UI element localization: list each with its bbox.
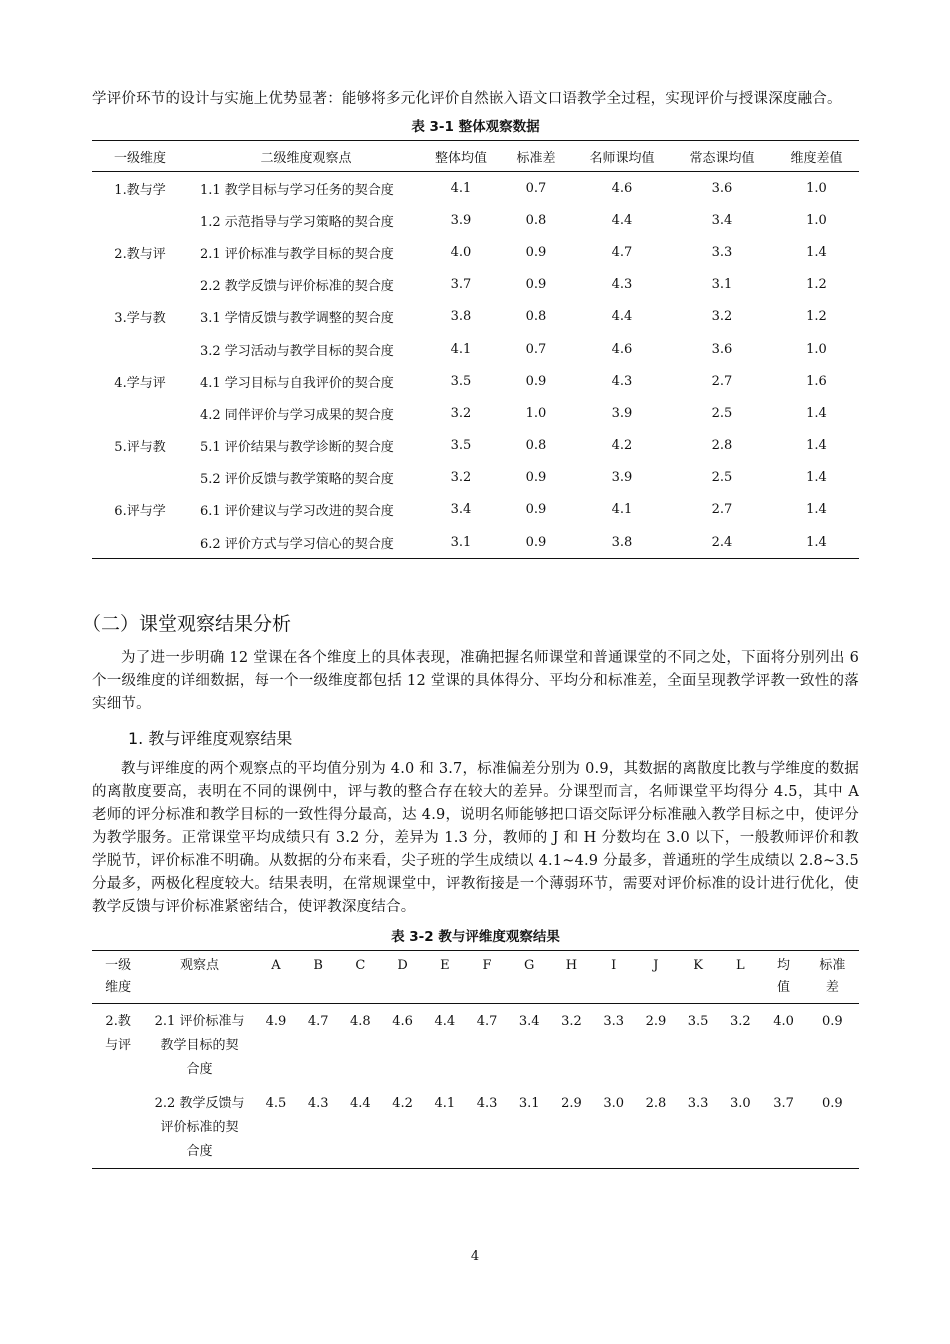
value-cell: 3.9 xyxy=(611,405,633,421)
column-header: 标准差 xyxy=(498,141,574,172)
column-header: J xyxy=(635,951,677,1004)
column-header: E xyxy=(424,951,466,1004)
value-cell: 3.6 xyxy=(711,180,733,196)
value-cell: 4.1 xyxy=(450,180,472,196)
value-cell: 1.4 xyxy=(806,244,827,260)
dimension-cell xyxy=(92,397,188,429)
column-header: I xyxy=(593,951,635,1004)
table-row xyxy=(92,204,859,236)
observation-point-cell: 2.2 教学反馈与 评价标准的契 合度 xyxy=(154,1096,245,1160)
value-cell: 1.4 xyxy=(806,470,827,486)
value-cell: 2.5 xyxy=(711,470,733,486)
observation-point-cell: 4.2 同伴评价与学习成果的契合度 xyxy=(200,407,394,423)
value-cell: 4.2 xyxy=(611,438,633,454)
section-title: （二）课堂观察结果分析 xyxy=(82,613,292,636)
table-row xyxy=(92,269,859,301)
value-cell: 4.6 xyxy=(611,341,633,357)
overall-observation-table xyxy=(92,140,859,559)
value-cell: 0.7 xyxy=(525,341,547,357)
value-cell: 1.0 xyxy=(806,212,827,228)
score-cell: 3.3 xyxy=(687,1096,709,1112)
value-cell: 4.4 xyxy=(611,309,633,325)
value-cell: 1.4 xyxy=(806,405,827,421)
column-header: H xyxy=(550,951,592,1004)
value-cell: 0.9 xyxy=(525,470,547,486)
table-header-row xyxy=(92,141,859,172)
score-cell: 0.9 xyxy=(821,1096,843,1112)
column-header: 二级维度观察点 xyxy=(188,141,424,172)
dimension-cell: 5.评与教 xyxy=(114,440,166,456)
table-row xyxy=(92,365,859,397)
dimension-cell: 1.教与学 xyxy=(114,182,166,198)
observation-point-cell: 6.1 评价建议与学习改进的契合度 xyxy=(200,504,394,520)
value-cell: 4.0 xyxy=(450,244,472,260)
table-row xyxy=(92,1004,859,1087)
dimension-cell xyxy=(92,462,188,494)
dimension-cell xyxy=(92,269,188,301)
dimension-cell xyxy=(92,204,188,236)
score-cell: 3.3 xyxy=(603,1014,625,1030)
observation-point-cell: 6.2 评价方式与学习信心的契合度 xyxy=(200,536,394,552)
table1-caption: 表 3-1 整体观察数据 xyxy=(411,119,540,135)
column-header: 一级维度 xyxy=(92,141,188,172)
dimension-cell xyxy=(92,333,188,365)
score-cell: 4.7 xyxy=(307,1014,329,1030)
observation-point-cell: 1.1 教学目标与学习任务的契合度 xyxy=(200,182,394,198)
column-header: A xyxy=(255,951,297,1004)
observation-point-cell: 3.1 学情反馈与教学调整的契合度 xyxy=(200,311,394,327)
dimension-cell xyxy=(92,1086,144,1169)
column-header: F xyxy=(466,951,508,1004)
value-cell: 3.2 xyxy=(450,470,472,486)
table-row xyxy=(92,526,859,559)
value-cell: 3.5 xyxy=(450,438,472,454)
column-header: 均 值 xyxy=(761,951,805,1004)
score-cell: 3.5 xyxy=(687,1014,709,1030)
value-cell: 3.8 xyxy=(611,534,633,550)
value-cell: 3.2 xyxy=(711,309,733,325)
value-cell: 3.4 xyxy=(450,502,472,518)
score-cell: 2.8 xyxy=(645,1096,667,1112)
column-header: D xyxy=(381,951,423,1004)
table-row xyxy=(92,301,859,333)
value-cell: 0.8 xyxy=(525,438,547,454)
score-cell: 2.9 xyxy=(561,1096,582,1112)
section-paragraph: 为了进一步明确 12 堂课在各个维度上的具体表现，准确把握名师课堂和普通课堂的不同之处，下面将分别列出 6 个一级维度的详细数据，每一个一级维度都包括 12 堂课的具体得分、平均分和标准差，全面呈现教学评教一致性的落实细节。 xyxy=(92,650,859,713)
value-cell: 0.9 xyxy=(525,373,547,389)
score-cell: 4.4 xyxy=(434,1014,456,1030)
observation-point-cell: 5.1 评价结果与教学诊断的契合度 xyxy=(200,440,394,456)
page-number: 4 xyxy=(470,1249,480,1264)
table-header-row xyxy=(92,951,859,1004)
subsection-paragraph: 教与评维度的两个观察点的平均值分别为 4.0 和 3.7，标准偏差分别为 0.9，其数据的离散度比教与学维度的数据的离散度要高，表明在不同的课例中，评与教的整合存在较大的差异。分课型而言，名师课堂平均得分 4.5，其中 A 老师的评分标准和教学目标的一致性得分最高，达 4.9，说明名师能够把口语交际评分标准融入教学目标之中，使评分为教学服务。正常课堂平均成绩只有 3.2 分，差异为 1.3 分，教师的 J 和 H 分数均在 3.0 以下，一般教师评价和教学脱节，评价标准不明确。从数据的分布来看，尖子班的学生成绩以 4.1~4.9 分最多，普通班的学生成绩以 2.8~3.5 分最多，两极化程度较大。结果表明，在常规课堂中，评教衔接是一个薄弱环节，需要对评价标准的设计进行优化，使教学反馈与评价标准紧密结合，使评教深度结合。 xyxy=(92,761,859,916)
value-cell: 1.4 xyxy=(806,438,827,454)
column-header: K xyxy=(677,951,719,1004)
value-cell: 0.8 xyxy=(525,309,547,325)
score-cell: 4.9 xyxy=(265,1014,287,1030)
column-header: B xyxy=(297,951,339,1004)
score-cell: 4.2 xyxy=(392,1096,413,1112)
value-cell: 1.0 xyxy=(806,180,827,196)
table-row xyxy=(92,397,859,429)
value-cell: 3.8 xyxy=(450,309,472,325)
dimension-cell xyxy=(92,526,188,559)
teaching-evaluation-table xyxy=(92,950,859,1169)
column-header: 常态课均值 xyxy=(670,141,774,172)
score-cell: 4.6 xyxy=(392,1014,413,1030)
value-cell: 1.0 xyxy=(525,405,547,421)
column-header: 标准 差 xyxy=(806,951,859,1004)
column-header: C xyxy=(339,951,381,1004)
observation-point-cell: 3.2 学习活动与教学目标的契合度 xyxy=(200,343,394,359)
value-cell: 0.9 xyxy=(525,502,547,518)
value-cell: 4.3 xyxy=(611,277,633,293)
column-header: L xyxy=(719,951,761,1004)
value-cell: 1.2 xyxy=(806,277,827,293)
score-cell: 2.9 xyxy=(645,1014,667,1030)
value-cell: 2.8 xyxy=(711,438,733,454)
score-cell: 3.7 xyxy=(773,1096,794,1112)
value-cell: 3.1 xyxy=(711,277,733,293)
dimension-cell: 2.教与评 xyxy=(114,246,166,262)
value-cell: 4.6 xyxy=(611,180,633,196)
value-cell: 3.9 xyxy=(611,470,633,486)
column-header: 观察点 xyxy=(144,951,255,1004)
score-cell: 4.1 xyxy=(434,1096,456,1112)
document-page xyxy=(82,88,859,1169)
value-cell: 0.8 xyxy=(525,212,547,228)
score-cell: 4.5 xyxy=(265,1096,287,1112)
score-cell: 4.3 xyxy=(476,1096,498,1112)
score-cell: 3.1 xyxy=(518,1096,540,1112)
table-row xyxy=(92,172,859,205)
observation-point-cell: 2.2 教学反馈与评价标准的契合度 xyxy=(200,279,394,295)
value-cell: 3.5 xyxy=(450,373,472,389)
score-cell: 4.4 xyxy=(350,1096,371,1112)
value-cell: 4.7 xyxy=(611,244,633,260)
value-cell: 4.1 xyxy=(450,341,472,357)
table-row xyxy=(92,236,859,268)
score-cell: 3.0 xyxy=(603,1096,625,1112)
column-header: 名师课均值 xyxy=(574,141,670,172)
observation-point-cell: 2.1 评价标准与教学目标的契合度 xyxy=(200,246,394,262)
dimension-cell: 2.教 与评 xyxy=(105,1014,132,1054)
value-cell: 4.4 xyxy=(611,212,633,228)
value-cell: 2.7 xyxy=(711,373,733,389)
value-cell: 1.6 xyxy=(806,373,827,389)
value-cell: 0.9 xyxy=(525,277,547,293)
value-cell: 3.1 xyxy=(450,534,472,550)
intro-paragraph: 学评价环节的设计与实施上优势显著：能够将多元化评价自然嵌入语文口语教学全过程，实现评价与授课深度融合。 xyxy=(92,91,842,107)
value-cell: 3.7 xyxy=(450,277,472,293)
value-cell: 4.3 xyxy=(611,373,633,389)
score-cell: 3.4 xyxy=(518,1014,540,1030)
value-cell: 0.9 xyxy=(525,244,547,260)
subsection-title: 1. 教与评维度观察结果 xyxy=(128,729,293,749)
table-row xyxy=(92,1086,859,1169)
value-cell: 2.5 xyxy=(711,405,733,421)
table-row xyxy=(92,333,859,365)
observation-point-cell: 2.1 评价标准与 教学目标的契 合度 xyxy=(154,1014,245,1078)
observation-point-cell: 5.2 评价反馈与教学策略的契合度 xyxy=(200,472,394,488)
table-row xyxy=(92,430,859,462)
value-cell: 0.7 xyxy=(525,180,547,196)
table2-caption: 表 3-2 教与评维度观察结果 xyxy=(391,929,560,946)
value-cell: 3.4 xyxy=(711,212,733,228)
score-cell: 4.7 xyxy=(476,1014,498,1030)
value-cell: 2.7 xyxy=(711,502,733,518)
score-cell: 3.2 xyxy=(561,1014,582,1030)
value-cell: 3.9 xyxy=(450,212,472,228)
table-row xyxy=(92,462,859,494)
value-cell: 3.2 xyxy=(450,405,472,421)
score-cell: 4.8 xyxy=(350,1014,371,1030)
table-row xyxy=(92,494,859,526)
column-header: G xyxy=(508,951,550,1004)
value-cell: 4.1 xyxy=(611,502,633,518)
score-cell: 4.3 xyxy=(307,1096,329,1112)
value-cell: 1.4 xyxy=(806,534,827,550)
observation-point-cell: 1.2 示范指导与学习策略的契合度 xyxy=(200,214,394,230)
value-cell: 1.4 xyxy=(806,502,827,518)
score-cell: 4.0 xyxy=(773,1014,794,1030)
observation-point-cell: 4.1 学习目标与自我评价的契合度 xyxy=(200,375,394,391)
column-header: 一级 维度 xyxy=(92,951,144,1004)
value-cell: 1.0 xyxy=(806,341,827,357)
value-cell: 3.6 xyxy=(711,341,733,357)
value-cell: 2.4 xyxy=(711,534,733,550)
score-cell: 0.9 xyxy=(821,1014,843,1030)
score-cell: 3.2 xyxy=(730,1014,751,1030)
column-header: 维度差值 xyxy=(774,141,859,172)
column-header: 整体均值 xyxy=(424,141,498,172)
value-cell: 3.3 xyxy=(711,244,733,260)
score-cell: 3.0 xyxy=(730,1096,751,1112)
dimension-cell: 6.评与学 xyxy=(114,504,166,520)
value-cell: 1.2 xyxy=(806,309,827,325)
dimension-cell: 4.学与评 xyxy=(114,375,166,391)
dimension-cell: 3.学与教 xyxy=(114,311,166,327)
value-cell: 0.9 xyxy=(525,534,547,550)
